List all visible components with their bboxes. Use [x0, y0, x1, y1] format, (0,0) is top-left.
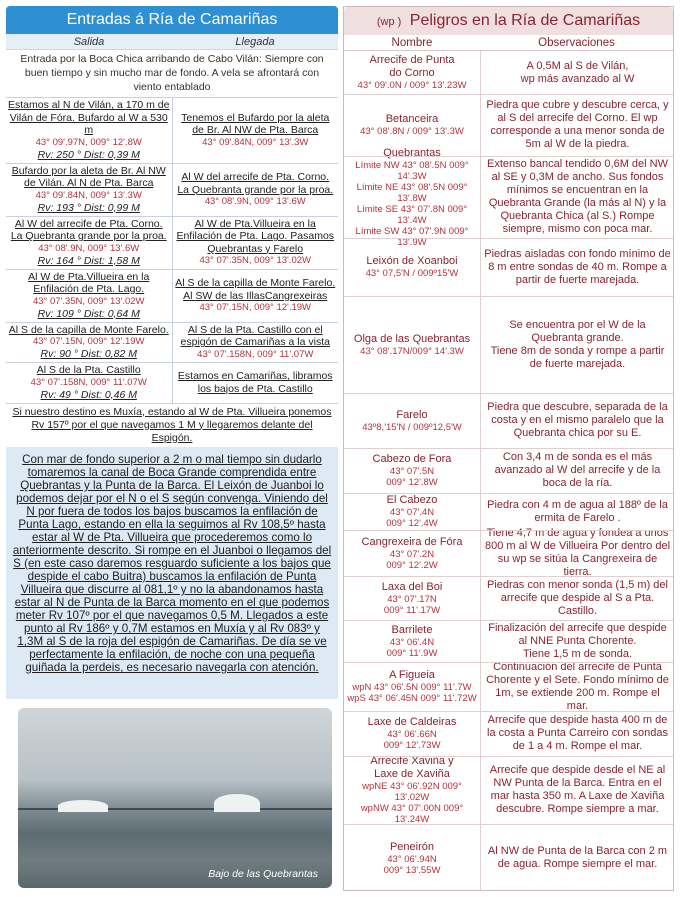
muxia-note: Si nuestro destino es Muxía, estando al W de Pta. Villueira ponemos Rv 157º por el que navegamos 1 M y llegaremos delante del Espigón. [12, 405, 332, 444]
row-divider [344, 756, 673, 757]
salida-text: Al S de la capilla de Monte Farelo. [8, 323, 169, 336]
hazard-row [344, 527, 675, 578]
route-row [6, 217, 338, 270]
row-divider [344, 824, 673, 825]
route-table [6, 98, 338, 404]
salida-text: Bufardo por la aleta de Br. Al NW de Vilán. Al N de Pta. Barca [11, 164, 166, 189]
peligros-panel [343, 6, 674, 891]
row-divider [344, 530, 673, 531]
route-llegada [173, 217, 339, 269]
photo-caption: Bajo de las Quebrantas [208, 868, 318, 880]
hazard-observation: Tiene 4,7 m de agua y fondea a unos 800 m al W de Villueira Por dentro del su wp se sitúa la Cangrexeira de tierra. [484, 527, 671, 578]
hazard-row [344, 51, 675, 94]
breaking-wave [214, 794, 260, 812]
hazard-observation: Extenso bancal tendido 0,6M del NW al SE y 0,3M de ancho. Sus fondos mínimos se encuentran en la Quebranta Grande (la más al N) y la Quebranta Chica (al S.) Rompe siempre, mismo con poca mar. [487, 158, 668, 235]
hazard-name-cell [344, 755, 480, 825]
llegada-coord: 43° 08'.9N, 009° 13'.6W [204, 196, 306, 207]
hazard-coord: 43° 06'.4N 009° 11'.9W [386, 636, 438, 659]
row-divider [344, 620, 673, 621]
hazard-coord: wpN 43° 06'.5N 009° 11'.7W wpS 43° 06'.45N 009° 11'.72W [347, 682, 477, 704]
hazard-row [344, 146, 675, 248]
route-row [6, 164, 338, 217]
row-divider [344, 156, 673, 157]
hazard-coord: 43° 07'.5N 009° 12'.8W [386, 466, 438, 488]
col-salida: Salida [73, 36, 105, 48]
hazard-name-cell [344, 536, 480, 571]
row-divider [344, 94, 673, 95]
hazard-name-cell [344, 669, 480, 704]
hazard-name: Betanceira [385, 113, 439, 125]
row-divider [344, 448, 673, 449]
hazard-row [344, 620, 675, 662]
row-divider [344, 711, 673, 712]
row-divider [344, 393, 673, 394]
route-llegada [173, 164, 339, 216]
llegada-coord: 43° 07'.158N, 009° 11'.07W [197, 348, 314, 360]
salida-rumbo: Rv: 49 ° Dist: 0,46 M [40, 388, 137, 401]
hazard-name: Laxe de Caldeiras [367, 716, 457, 728]
llegada-text: Tenemos el Bufardo por la aleta de Br. Al NW de Pta. Barca [181, 111, 330, 137]
hazard-name-cell [344, 54, 480, 91]
col-nombre: Nombre [391, 37, 433, 49]
hazard-name: Quebrantas [383, 146, 441, 159]
hazard-name: Peneirón [389, 840, 435, 853]
entradas-columns [6, 34, 338, 50]
peligros-title-text: Peligros en la Ría de Camariñas [409, 12, 641, 29]
breaking-wave [58, 800, 108, 812]
route-salida [6, 164, 173, 216]
salida-rumbo: Rv: 90 ° Dist: 0,82 M [40, 348, 137, 360]
hazard-observation: Arrecife que despide desde el NE al NW Punta de la Barca. Entra en el mar hasta 350 m. A Laxe de Xaviña descubre. Rompe siempre a mar. [489, 764, 666, 815]
hazard-name-cell [344, 841, 480, 876]
salida-coord: 43° 07'.35N, 009° 13'.02W [32, 295, 145, 307]
hazard-name: A Figueia [389, 669, 435, 681]
hazard-name: Arrecife de Punta do Corno [369, 54, 455, 79]
route-salida [6, 98, 173, 163]
hazard-observation: Finalización del arrecife que despide al NNE Punta Chorente. Tiene 1,5 m de sonda. [488, 621, 667, 660]
llegada-coord: 43° 09'.84N, 009° 13'.3W [202, 136, 309, 148]
hazard-name-cell [344, 113, 480, 137]
hazard-observation: Continuación del arrecife de Punta Chorente y el Sete. Fondo mínimo de 1m, se extiende 200 m. Rompe el mar. [486, 660, 669, 712]
hazard-coord: 43° 09'.0N / 009° 13'.23W [357, 80, 467, 91]
hazard-coord: 43° 07'.17N 009° 11'.17W [383, 593, 441, 616]
salida-rumbo: Rv: 109 ° Dist: 0,64 M [37, 307, 140, 320]
salida-coord: 43° 07'.158N, 009° 11'.07W [30, 376, 147, 388]
hazard-name: Cangrexeira de Fóra [361, 535, 463, 548]
hazard-name-cell [344, 624, 480, 659]
salida-coord: 43° 09'.84N, 009° 13'.3W [35, 189, 142, 201]
hazard-coord: Límite NW 43° 08'.5N 009° 14'.3W Límite NE 43° 08'.5N 009° 13'.8W Límite SE 43° 07'.8N 009° 13'.4W Límite SW 43° 07'.9N 009° 13'.9W [355, 159, 469, 248]
route-salida [6, 363, 173, 403]
row-divider [344, 493, 673, 494]
llegada-text: Al S de la capilla de Monte Farelo. Al SW de las IllasCangrexeiras [175, 277, 336, 302]
llegada-coord: 43° 07'.35N, 009° 13'.02W [199, 255, 312, 267]
hazard-observation: Piedra que descubre, separada de la costa y en el mismo paralelo que la Quebranta chica por su E. [487, 401, 668, 439]
hazard-observation: Piedras con menor sonda (1,5 m) del arrecife que despide al S a Pta. Castillo. [487, 578, 668, 617]
hazard-row [344, 296, 675, 393]
route-llegada [173, 323, 339, 363]
wp-tag: (wp ) [376, 16, 402, 28]
hazard-coord: 43° 08'.8N / 009° 13'.3W [360, 126, 464, 137]
route-llegada [173, 270, 339, 322]
hazard-row [344, 756, 675, 824]
hazard-row [344, 238, 675, 296]
hazard-coord: wpNE 43° 06'.92N 009° 13'.02W wpNW 43° 07'.00N 009° 13'.24W [360, 781, 464, 825]
peligros-columns [344, 35, 673, 51]
route-row [6, 363, 338, 404]
hazard-coord: 43° 07'.2N 009° 12'.2W [386, 548, 438, 571]
hazard-row [344, 448, 675, 493]
entradas-panel [6, 6, 338, 447]
hazard-name-cell [344, 333, 480, 357]
hazard-name-cell [344, 409, 480, 433]
hazard-name-cell [344, 716, 480, 751]
hazard-coord: 43° 07,5'N / 009º15'W [365, 268, 459, 279]
route-row [6, 323, 338, 364]
hazard-observation: Arrecife que despide hasta 400 m de la costa a Punta Carreiro con sondas de 1 a 4 m. Rompe el mar. [487, 714, 668, 752]
salida-text: Estamos al N de Vilán, a 170 m de Vilán de Fóra. Bufardo al W a 530 m [8, 99, 170, 136]
salida-rumbo: Rv: 164 ° Dist: 1,58 M [37, 254, 140, 267]
salida-coord: 43° 08'.9N, 009° 13'.6W [38, 242, 140, 254]
llegada-text: Al S de la Pta. Castillo con el espigón de Camariñas a la vista [180, 323, 330, 349]
hazard-name-cell [344, 581, 480, 616]
peligros-title [344, 7, 673, 35]
hazard-name-cell [344, 147, 480, 248]
hazard-coord: 43º8,'15'N / 009º12,5'W [362, 421, 462, 433]
hazard-coord: 43° 06'.94N 009° 13'.55W [383, 853, 441, 876]
hazard-name: Farelo [396, 408, 428, 421]
hazard-observation: Con 3,4 m de sonda es el más avanzado al W del arrecife y de la boca de la ría. [494, 451, 661, 489]
salida-text: Al W de Pta.Villueira en la Enfilación de Pta. Lago. [28, 270, 150, 295]
hazard-name-cell [344, 255, 480, 279]
hazard-row [344, 393, 675, 448]
salida-rumbo: Rv: 193 ° Dist: 0,99 M [37, 201, 140, 214]
mar-de-fondo-text: Con mar de fondo superior a 2 m o mal tiempo sin dudarlo tomaremos la canal de Boca Grande comprendida entre Quebrantas y la Punta de la Barca. El Leixón de Juanboi lo podemos dejar por el N o el S según convenga. Viniendo del N por fuera de todos los bajos buscamos la enfilación de Punta Lago, estando en ella la seguimos al Rv 108,5º hasta estar al W de Pta. Villueira que procederemos como lo anteriormente descrito. Si rompe en el Juanboi o llegamos del S (en este caso daremos resguardo suficiente a los bajos que despide el cabo Buitra) buscamos la enfilación de Punta Villueira que discurre al 081,1º y no la abandonamos hasta estar al N de Punta de la Barca momento en el que podemos meter Rv 107º por el que navegamos 0,5 M. Llegados a este punto al Rv 186º y 0,7M estamos en Muxía y al Rv 083º y 1,3M al S de la roja del espigón de Camariñas. De día se ve perfectamente la enfilación, de noche con una pequeña guiñada la perdeis, es necesario navegarla con atención. [6, 447, 338, 699]
route-llegada [173, 363, 339, 403]
llegada-text: Al W del arrecife de Pta. Corno. La Quebranta grande por la proa. [177, 171, 334, 196]
llegada-text: Al W de Pta.Villueira en la Enfilación de Pta. Lago. Pasamos Quebrantas y Farelo [176, 217, 335, 255]
salida-rumbo: Rv: 250 ° Dist: 0,39 M [37, 148, 140, 161]
hazard-coord: 43° 08'.17N/009° 14'.3W [360, 345, 464, 357]
hazard-name: Cabezo de Fora [372, 453, 452, 465]
route-salida [6, 217, 173, 269]
col-observaciones: Observaciones [538, 37, 615, 49]
quebrantas-photo [18, 708, 332, 888]
hazard-row [344, 662, 675, 711]
hazard-row [344, 493, 675, 530]
row-divider [344, 662, 673, 663]
hazard-name: El Cabezo [386, 494, 438, 506]
llegada-text: Estamos en Camariñas, libramos los bajos de Pta. Castillo [177, 370, 333, 395]
hazard-observation: Piedra que cubre y descubre cerca, y al S del arrecife del Corno. El wp corresponde a una menor sonda de 5m al W de la piedra. [486, 99, 669, 150]
salida-coord: 43° 07'.15N, 009° 12'.19W [32, 336, 145, 347]
llegada-coord: 43° 07'.15N, 009° 12'.19W [199, 302, 312, 313]
route-salida [6, 323, 173, 363]
route-llegada [173, 98, 339, 163]
hazard-row [344, 576, 675, 620]
hazard-name: Olga de las Quebrantas [353, 332, 471, 345]
hazard-observation: Piedras aisladas con fondo mínimo de 8 m entre sondas de 40 m. Rompe a partir de fuerte marejada. [484, 247, 671, 286]
hazard-name: Leixón de Xoanboi [366, 255, 458, 267]
hazard-observation: Se encuentra por el W de la Quebranta grande. Tiene 8m de sonda y rompe a partir de fuerte marejada. [490, 318, 665, 370]
route-salida [6, 270, 173, 322]
hazard-name: Barrilete [391, 623, 433, 636]
salida-text: Al S de la Pta. Castillo [36, 364, 141, 376]
entradas-title: Entradas á Ría de Camariñas [6, 6, 338, 34]
hazard-observation: Piedra con 4 m de agua al 188º de la ermita de Farelo . [487, 498, 668, 524]
route-row [6, 98, 338, 164]
row-divider [344, 296, 673, 297]
hazard-coord: 43° 07'.4N 009° 12'.4W [386, 507, 438, 529]
hazard-name: Arrecife Xaviña y Laxe de Xaviña [370, 755, 454, 780]
hazard-name-cell [344, 453, 480, 488]
hazard-observation: A 0,5M al S de Vilán, wp más avanzado al W [520, 59, 635, 85]
hazard-name-cell [344, 494, 480, 529]
hazard-name: Laxa del Boi [381, 580, 443, 593]
row-divider [344, 238, 673, 239]
hazard-row [344, 711, 675, 756]
salida-coord: 43° 09'.97N, 009° 12'.8W [35, 136, 142, 148]
row-divider [344, 576, 673, 577]
salida-text: Al W del arrecife de Pta. Corno. La Quebranta grande por la proa. [10, 217, 167, 242]
hazard-observation: Al NW de Punta de la Barca con 2 m de agua. Rompe siempre el mar. [487, 845, 668, 870]
route-row [6, 270, 338, 323]
hazard-coord: 43° 06'.66N 009° 12'.73W [383, 729, 441, 751]
entradas-intro: Entrada por la Boca Chica arribando de Cabo Vilán: Siempre con buen tiempo y sin mucho mar de fondo. A vela se afrontará con viento entablado [6, 50, 338, 98]
hazard-row [344, 824, 675, 892]
col-llegada: Llegada [235, 36, 275, 48]
